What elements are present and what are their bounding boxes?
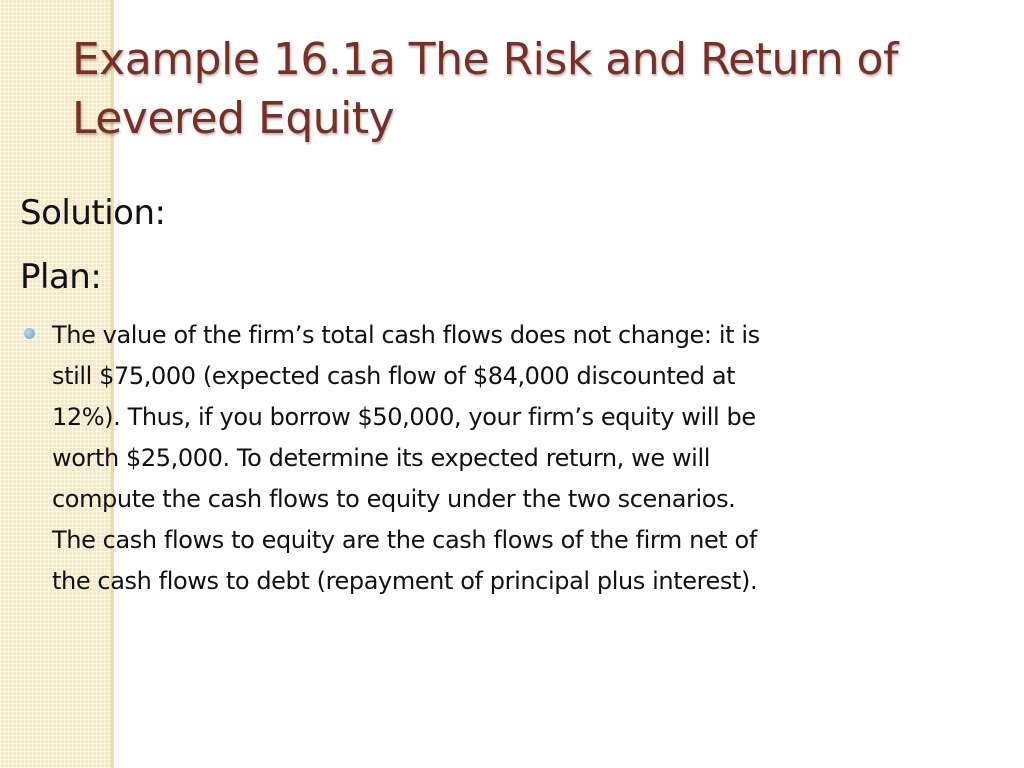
solution-heading: Solution: [20,193,166,233]
bullet-text-line-2: still $75,000 (expected cash flow of $84,000 discounted at [52,362,736,390]
slide-title-line-1: Example 16.1a The Risk and Return of [72,34,898,85]
bullet-text-line-3: 12%). Thus, if you borrow $50,000, your firm’s equity will be [52,403,756,431]
bullet-text-line-1: The value of the firm’s total cash flows does not change: it is [52,321,760,349]
slide-title-line-2: Levered Equity [72,93,395,144]
bullet-text-line-6: The cash flows to equity are the cash flows of the firm net of [52,526,757,554]
bullet-dot-icon [24,328,35,339]
slide-title [72,30,972,148]
bullet-text-line-4: worth $25,000. To determine its expected return, we will [52,444,710,472]
plan-heading: Plan: [20,257,102,297]
bullet-item [20,315,920,602]
bullet-text-line-5: compute the cash flows to equity under the two scenarios. [52,485,736,513]
bullet-list [20,315,920,602]
bullet-text-line-7: the cash flows to debt (repayment of principal plus interest). [52,567,758,595]
